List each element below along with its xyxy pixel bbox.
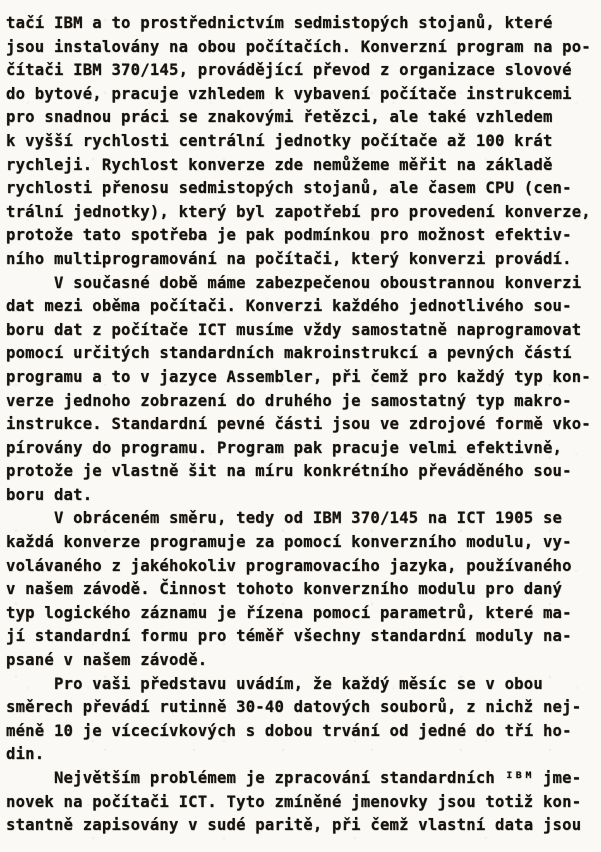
text-line: V obráceném směru, tedy od IBM 370/145 na ICT 1905 se — [6, 509, 563, 528]
text-line: jsou instalovány na obou počítačích. Konverzní program na po- — [6, 37, 591, 56]
text-line: din. — [6, 745, 45, 764]
text-line: méně 10 je vícecívkových s dobou trvání od jedné do tří ho- — [6, 721, 572, 740]
text-line: rychlosti přenosu sedmistopých stojanů, ale časem CPU (cen- — [6, 179, 572, 198]
text-line: Největším problémem je zpracování standardních ᴵᴮᴹ jme- — [6, 769, 582, 787]
text-line: jí standardní formu pro téměř všechny standardní moduly na- — [6, 627, 572, 646]
text-line: každá konverze programuje za pomocí konverzního modulu, vy- — [6, 533, 572, 552]
text-line: Pro vaši představu uvádím, že každý měsíc se v obou — [6, 674, 543, 693]
text-line: verze jednoho zobrazení do druhého je samostatný typ makro- — [6, 391, 572, 410]
text-line: novek na počítači ICT. Tyto zmíněné jmenovky jsou totiž kon- — [6, 792, 582, 811]
text-line: protože tato spotřeba je pak podmínkou pro možnost efektiv- — [6, 226, 572, 245]
text-line: k vyšší rychlosti centrální jednotky počítače až 100 krát — [6, 131, 553, 150]
text-line: tačí IBM a to prostřednictvím sedmistopých stojanů, které — [6, 14, 553, 32]
text-line: instrukce. Standardní pevné části jsou ve zdrojové formě vko- — [6, 415, 591, 434]
text-line: programu a to v jazyce Assembler, při čemž pro každý typ kon- — [6, 367, 591, 386]
text-line: boru dat z počítače ICT musíme vždy samostatně naprogramovat — [6, 320, 582, 339]
text-line: V současné době máme zabezpečenou oboustrannou konverzi — [6, 273, 582, 292]
text-line: v našem závodě. Činnost tohoto konverzního modulu pro daný — [6, 580, 563, 599]
text-line: směrech převádí rutinně 30-40 datových souborů, z nichž nej- — [6, 698, 582, 717]
text-line: do bytové, pracuje vzhledem k vybavení počítače instrukcemi — [6, 84, 572, 103]
text-line: stantně zapisovány v sudé paritě, při čemž vlastní data jsou — [6, 816, 582, 835]
text-line: protože je vlastně šit na míru konkrétního převáděného sou- — [6, 462, 572, 481]
text-line: pírovány do programu. Program pak pracuje velmi efektivně, — [6, 438, 563, 457]
text-line: pomocí určitých standardních makroinstrukcí a pevných částí — [6, 344, 572, 363]
text-line: typ logického záznamu je řízena pomocí parametrů, které ma- — [6, 603, 572, 622]
text-line: pro snadnou práci se znakovými řetězci, ale také vzhledem — [6, 108, 553, 127]
text-line: volávaného z jakéhokoliv programovacího jazyka, používaného — [6, 556, 572, 575]
text-line: psané v našem závodě. — [6, 651, 208, 670]
text-line: trální jednotky), který byl zapotřebí pro provedení konverze, — [6, 202, 591, 221]
text-line: ního multiprogramování na počítači, který konverzi provádí. — [6, 249, 572, 268]
text-line: rychleji. Rychlost konverze zde nemůžeme měřit na základě — [6, 155, 553, 174]
text-line: dat mezi oběma počítači. Konverzi každého jednotlivého sou- — [6, 297, 572, 316]
text-line: čítači IBM 370/145, provádějící převod z organizace slovové — [6, 61, 572, 80]
text-line: boru dat. — [6, 485, 93, 504]
